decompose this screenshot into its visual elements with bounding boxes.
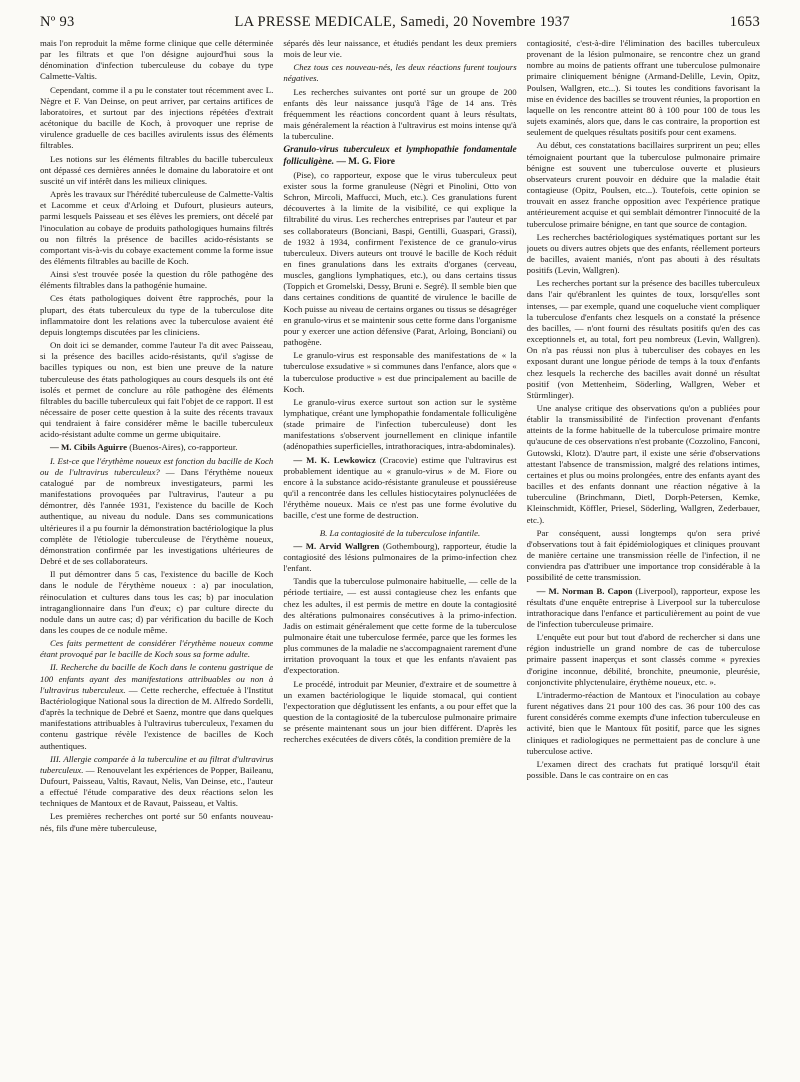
paragraph: séparés dès leur naissance, et étudiés pendant les deux premiers mois de leur vie.	[283, 38, 517, 60]
paragraph: Par conséquent, aussi longtemps qu'on sera privé d'observations tout à fait épidémiologiques et cliniques prouvant de manière certaine une transmission réelle de l'infection, il ne conviendra pas d'attribuer une importance trop considérable à la possibilité de cette transmission.	[526, 527, 760, 583]
paragraph: Les notions sur les éléments filtrables du bacille tuberculeux ont dépassé ces dernières années le domaine du laboratoire et ont suscité un vif intérêt dans les milieux cliniques.	[40, 153, 274, 186]
author-name: — M. Norman B. Capon	[536, 585, 633, 596]
author-affiliation: (Buenos-Aires), co-rapporteur.	[127, 442, 238, 453]
paragraph: Les premières recherches ont porté sur 50 enfants nouveau-nés, fils d'une mère tuberculeuse,	[40, 811, 274, 833]
paragraph: Chez tous ces nouveau-nés, les deux réactions furent toujours négatives.	[283, 62, 517, 84]
author-name: — M. K. Lewkowicz	[293, 454, 376, 465]
paragraph-text: — Renouvelant les expériences de Popper, Baileanu, Dufourt, Paisseau, Valtis, Ravaut, Nelis, Van Deinse, etc., l'auteur a effectué l'étude comparative des deux réactions selon les techniques de Mantoux et de Ravaut, Paisseau, et Valtis.	[40, 764, 274, 809]
paragraph-text: (Cracovie) estime que l'ultravirus est probablement identique au « granulo-virus » de M. Fiore ou encore à la substance acido-résistante granuleuse et poussiéreuse qu'il a rencontrée dans les cellules histiocytaires polynucléées de l'érythème noueux. Mais ce n'est pas une forme évolutive du bacille, c'est une forme de destruction.	[283, 454, 517, 521]
issue-number: Nº 93	[40, 14, 75, 30]
paragraph	[40, 456, 273, 568]
paragraph: Cependant, comme il a pu le constater tout récemment avec L. Nègre et F. Van Deinse, on peut arriver, par certains artifices de laboratoires, et surtout par des injections répétées d'extrait acétonique du bacille de Koch, à provoquer une reprise de virulence graduelle de ces bacilles avirulents issus des éléments filtrables.	[40, 84, 274, 151]
paragraph-text: — Cette recherche, effectuée à l'Institut Bactériologique National sous la direction de M. Alfredo Sordelli, d'après la technique de Debré et Saenz, montre que dans quelques manifestations attribuables à l'ultravirus tuberculeux, l'examen du contenu gastrique révèle l'existence de bacilles de Koch authentiques.	[40, 684, 274, 751]
paragraph	[283, 455, 516, 522]
paragraph	[40, 442, 273, 453]
author-name: — M. G. Fiore	[334, 156, 395, 167]
column-right	[527, 38, 760, 1074]
paragraph: Le granulo-virus est responsable des manifestations de « la tuberculose exsudative » si communes dans l'enfance, alors que « la tuberculose productive » est due principalement au bacille de Koch.	[283, 350, 517, 394]
paragraph	[40, 754, 273, 810]
paragraph: Il put démontrer dans 5 cas, l'existence du bacille de Koch dans le nodule de l'érythème noueux : a) par inoculation, réinoculation et cultures dans tous les cas; b) par inoculation intraganglionnaire dans l'un d'eux; c) par culture directe du nodule dans un autre cas; d) par vérification du bacille de Koch dans les coupes de ce nodule même.	[40, 569, 274, 635]
paragraph: L'examen direct des crachats fut pratiqué lorsqu'il était possible. Dans le cas contraire on en cas	[526, 758, 760, 780]
column-middle	[283, 38, 516, 1074]
subsection-title: I. Est-ce que l'érythème noueux est fonction du bacille de Koch ou de l'ultravirus tuberculeux?	[40, 455, 274, 477]
column-left	[40, 38, 273, 1074]
paragraph-text: (Liverpool), rapporteur, expose les résultats d'une enquête entreprise à Liverpool sur la tuberculose intrathoracique dans l'enfance et particulièrement au point de vue de l'infection tuberculeuse primaire.	[526, 585, 760, 629]
page-number: 1653	[729, 14, 760, 30]
section-heading	[283, 145, 516, 167]
paragraph: On doit ici se demander, comme l'auteur l'a dit avec Paisseau, si la présence des bacilles acido-résistants, qu'il s'agisse de bacilles typiques ou non, est bien une preuve de la nature tuberculeuse des états pathologiques au cours desquels ils ont été isolés et permet de conclure au rôle pathogène des éléments filtrables du bacille tuberculeux qui fait l'objet de ce rapport. Il est nécessaire de poser cette question à la suite des récents travaux qui tendraient à faire considérer même le bacille tuberculeux acido-résistant adulte comme un germe ubiquitaire.	[40, 340, 274, 440]
paragraph: Au début, ces constatations bacillaires surprirent un peu; elles témoignaient pourtant que la tuberculose pulmonaire primaire bénigne est souvent une tuberculose ouverte et plusieurs observateurs crurent pouvoir en déduire que la maladie était contagieuse (Opitz, Poulsen, etc...). Toutefois, cette opinion se trouvait en assez franche opposition avec l'expérience pratique antérieurement acquise et qui semblait démontrer l'innocuité de la tuberculose primaire bénigne, en tant que source de contagion.	[526, 140, 760, 229]
paragraph: Les recherches portant sur la présence des bacilles tuberculeux dans l'air qu'ébranlent les quintes de toux, lorsqu'elles sont intenses, — par exemple, quand une coqueluche vient compliquer la tuberculose d'enfants chez lesquels on a constaté la présence des bacilles, — n'ont fourni des résultats positifs qu'en des cas exceptionnels et, au total, fort peu nombreux (Levin, Wallgren). On n'a pas réussi non plus à tuberculiser des cobayes en les exposant durant une longue période de temps à la toux d'enfants chez lesquels la recherche des bacilles avait donné un résultat positif (von Mettenheim, Söderling, Wallgren, Weber et Stürmlinger).	[526, 278, 760, 400]
subsection-title: III. Allergie comparée à la tuberculine et au filtrat d'ultravirus tuberculeux.	[40, 753, 274, 775]
paragraph: Après les travaux sur l'hérédité tuberculeuse de Calmette-Valtis et Lacomme et ceux d'Arloing et Dufourt, plusieurs auteurs, parmi lesquels Paisseau et ses élèves les premiers, ont décelé par l'inoculation au cobaye de produits pathologiques humains filtrés ou non filtrés la présence de bacilles acido-résistants se comportant vis-à-vis du cobaye exactement comme la forme issue des éléments filtrables au bacille de Koch.	[40, 189, 274, 266]
paragraph	[283, 541, 516, 574]
section-heading: B. La contagiosité de la tuberculose infantile.	[319, 527, 481, 538]
paragraph-text: — Dans l'érythème noueux catalogué par de nombreux investigateurs, parmi les manifestations provoquées par l'ultravirus, l'auteur a pu démontrer, dès l'année 1931, l'existence du bacille de Koch authentique, au niveau du nodule. Dans ses communications ultérieures il a pu fournir la démonstration bactériologique la plus complète de l'étiologie tuberculeuse de l'érythème noueux, démonstration confirmée par les investigations ultérieures de Debré et de ses collaborateurs.	[40, 466, 274, 567]
paragraph: Ainsi s'est trouvée posée la question du rôle pathogène des éléments filtrables dans la pathogénie humaine.	[40, 269, 274, 291]
paragraph: Le granulo-virus exerce surtout son action sur le système lymphatique, créant une lymphopathie fondamentale folliculigène (stade primaire de l'infection tuberculeuse) dont les manifestations s'observent journellement en clinique infantile (adénopathies superficielles, intrathoraciques, intra-abdominales).	[283, 396, 517, 452]
paragraph: Les recherches bactériologiques systématiques portant sur les jouets ou divers autres objets que des enfants, réellement porteurs de bacilles, avaient maniés, n'ont pas abouti à des résultats positifs (Levin, Wallgren).	[526, 231, 760, 276]
author-name: — M. Arvid Wallgren	[293, 540, 380, 551]
paragraph: L'enquête eut pour but tout d'abord de rechercher si dans une région industrielle un grand nombre de cas de tuberculose primaire passent inaperçus et sont classés comme « pyrexies d'origine inconnue, débilité, bronchite, pneumonie, pleurésie, conjonctivite phlyctenulaire, érythème noueux, etc. ».	[526, 632, 760, 687]
paragraph: Le procédé, introduit par Meunier, d'extraire et de soumettre à un examen bactériologique le liquide stomacal, qui contient l'expectoration que déglutissent les enfants, a ou pour effet que la question de la contagiosité de la tuberculose pulmonaire primaire se présente maintenant sous un jour bien différent. D'après les recherches exécutées de divers côtés, la condition première de la	[283, 678, 517, 745]
text-columns	[40, 38, 760, 1074]
section-title: Granulo-virus tuberculeux et lymphopathie fondamentale folliculigène.	[283, 145, 517, 167]
subsection-title: II. Recherche du bacille de Koch dans le contenu gastrique de 100 enfants ayant des manifestations attribuables ou non à l'ultravirus tuberculeux.	[40, 662, 274, 695]
paragraph: L'intradermo-réaction de Mantoux et l'inoculation au cobaye furent négatives dans 21 pour 100 des cas. 36 pour 100 des cas furent considérés comme exempts d'une infection tuberculeuse en activité, bien que le Mantoux fût positif, parce que les signes cliniques et radiologiques ne permettaient pas de conclure à une tuberculose active.	[526, 689, 760, 756]
paragraph: Une analyse critique des observations qu'on a publiées pour établir la transmissibilité de l'infection provenant d'enfants atteints de la forme habituelle de la tuberculose primaire montre qu'aucune de ces observations n'est probante (Cozzolino, Fanconi, Gutowski, Klotz). D'autre part, il existe une série d'observations attestant l'absence de transmission, malgré des relations intimes, certaines et plus ou moins prolongées, entre des enfants ayant des bacilles et des enfants donnant une réaction négative à la tuberculine (Brinchmann, Dietl, Dorph-Petersen, Kemke, Kleinschmidt, Köffler, Priesel, Söderling, Wallgren, Zederbauer, etc.).	[526, 403, 760, 525]
paragraph	[527, 586, 760, 631]
paragraph	[40, 662, 273, 751]
paragraph: Les recherches suivantes ont porté sur un groupe de 200 enfants dès leur naissance jusqu'à l'âge de 14 ans. Très fréquemment les réactions concordent quant à leurs résultats, mais généralement la réaction à l'ultravirus est moins intense qu'à la tuberculine.	[283, 86, 517, 142]
paragraph: Ces faits permettent de considérer l'érythème noueux comme étant provoqué par le bacille de Koch sous sa forme adulte.	[40, 638, 274, 660]
paragraph: Tandis que la tuberculose pulmonaire habituelle, — celle de la période tertiaire, — est aussi contagieuse chez les enfants que chez les adultes, il est permis de mettre en doute la contagiosité des altérations pulmonaires consécutives à la primo-infection. Jadis on estimait généralement que cette forme de la tuberculose pulmonaire était une tuberculose fermée, parce que les formes les plus communes de la maladie ne s'accompagnaient rarement d'une irritation provoquant la toux et que les enfants n'avaient pas d'expectoration.	[283, 576, 517, 676]
paragraph-text: (Gothembourg), rapporteur, étudie la contagiosité des lésions pulmonaires de la primo-infection chez l'enfant.	[283, 540, 517, 574]
paragraph: mais l'on reproduit la même forme clinique que celle déterminée par les filtrats et que l'on désigne aujourd'hui sous la dénomination d'infection tuberculeuse du cobaye du type Calmette-Valtis.	[40, 38, 274, 82]
page-header	[40, 14, 760, 38]
author-name: — M. Cibils Aguirre	[50, 442, 128, 453]
paragraph: Ces états pathologiques doivent être rapprochés, pour la plupart, des états tuberculeux du type de la tuberculose dite inflammatoire dont les relations avec la tuberculose avaient été depuis longtemps discutées par les cliniciens.	[40, 293, 274, 337]
journal-title: LA PRESSE MEDICALE, Samedi, 20 Novembre 1937	[234, 14, 570, 30]
paragraph: contagiosité, c'est-à-dire l'élimination des bacilles tuberculeux provenant de la lésion pulmonaire, se rencontre chez un grand nombre au moins de patients offrant une tuberculose pulmonaire primaire cliniquement bénigne (Armand-Delille, Levin, Opitz, Poulsen, Wallgren, etc...). Si toutes les conditions favorisant la mise en évidence des bacilles se trouvent réunies, la proportion en laquelle on les rencontre atteint 80 à 100 pour 100 de tous les sujets examinés, alors que, dans le cas contraire, la proportion est seulement de quelques résultats positifs pour cent examens.	[526, 38, 760, 138]
paragraph: (Pise), co rapporteur, expose que le virus tuberculeux peut exister sous la forme granuleuse (Nègri et Pinolini, Otto von Schron, Mircoli, Maffucci, Much, etc.). Ces granulations furent découvertes à la limite de la visibilité, ce qui explique la filtrabilité du virus. Les recherches entreprises par l'auteur et par ses collaborateurs (Bonciani, Baspi, Gentilli, Guaspari, Grassi), de 1932 à 1934, confirment l'existence de ce granulo-virus tuberculeux. Divers auteurs ont trouvé le bacille de Koch réduit en fines granulations dans les extraits d'organes (cerveau, muscles, ganglions lymphatiques, etc.), ou dans certains tissus (Toppich et Gromelski, Dessy, Bruni e. Segré). Il semble bien que dans certaines conditions de quantité de virulence le bacille de Koch puisse au niveau de certains organes ou tissus se désagréger en granulo-virus et se maintenir sous cette forme dans l'organisme pour y exercer une action défensive (Parat, Arloing, Bonciani) ou pathogène.	[283, 169, 517, 348]
